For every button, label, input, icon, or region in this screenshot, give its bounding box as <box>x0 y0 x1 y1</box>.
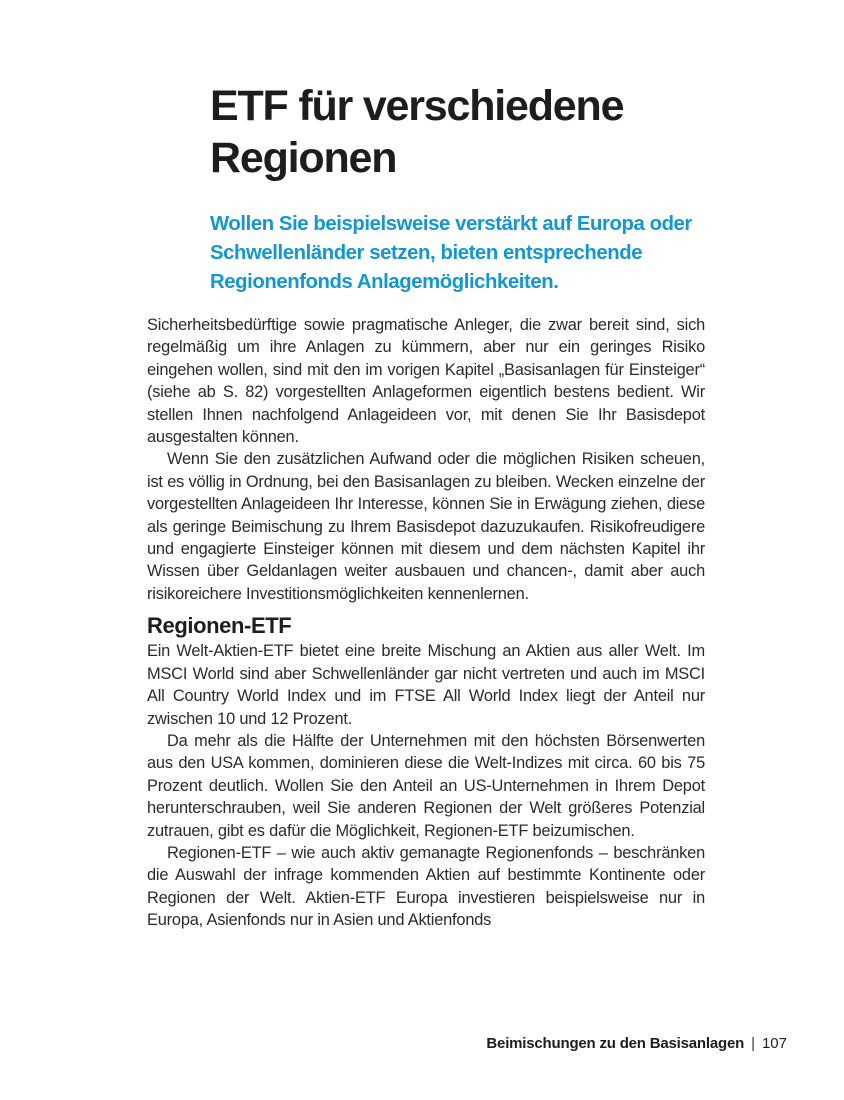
chapter-content <box>147 0 705 932</box>
page-number: 107 <box>761 1035 787 1052</box>
section-paragraph-1: Ein Welt-Aktien-ETF bietet eine breite Mischung an Aktien aus aller Welt. Im MSCI World sind aber Schwellenländer gar nicht vertreten und auch im MSCI All Country World Index und im FTSE All World Index liegt der Anteil nur zwischen 10 und 12 Prozent. <box>147 642 705 728</box>
chapter-standfirst: Wollen Sie beispielsweise verstärkt auf Europa oder Schwellenländer setzen, bieten entsprechende Regionenfonds Anlagemöglichkeiten. <box>210 213 692 293</box>
section-paragraph-3: Regionen-ETF – wie auch aktiv gemanagte Regionenfonds – beschränken die Auswahl der infrage kommenden Aktien auf bestimmte Kontinente oder Regionen der Welt. Aktien-ETF Europa investieren beispielsweise nur in Europa, Asienfonds nur in Asien und Aktienfonds <box>147 843 705 930</box>
body-text <box>147 314 705 932</box>
footer-chapter-label: Beimischungen zu den Basisanlagen <box>486 1035 745 1052</box>
footer-separator: | <box>751 1035 755 1052</box>
intro-paragraph-2: Wenn Sie den zusätzlichen Aufwand oder die möglichen Risiken scheuen, ist es völlig in Ordnung, bei den Basisanlagen zu bleiben. Wecken einzelne der vorgestellten Anlageideen Ihr Interesse, können Sie in Erwägung ziehen, diese als geringe Beimischung zu Ihrem Basisdepot dazuzukaufen. Risikofreudigere und engagierte Einsteiger können mit diesem und dem nächsten Kapitel ihr Wissen über Geldanlagen weiter ausbauen und chancen-, damit aber auch risikoreichere Investitionsmöglichkeiten kennenlernen. <box>147 450 705 603</box>
page-footer <box>486 1035 787 1053</box>
intro-paragraph-1: Sicherheitsbedürftige sowie pragmatische Anleger, die zwar bereit sind, sich regelmäßig um ihre Anlagen zu kümmern, aber nur ein geringes Risiko eingehen wollen, sind mit den im vorigen Kapitel „Basisanlagen für Einsteiger“ (siehe ab S. 82) vorgestellten Anlageformen eigentlich bestens bedient. Wir stellen Ihnen nachfolgend Anlageideen vor, mit denen Sie Ihr Basisdepot ausgestalten können. <box>147 316 705 447</box>
section-heading: Regionen-ETF <box>147 613 292 639</box>
chapter-title: ETF für verschiedene Regionen <box>210 82 624 182</box>
section-paragraph-2: Da mehr als die Hälfte der Unternehmen mit den höchsten Börsenwerten aus den USA kommen, dominieren diese die Welt-Indizes mit circa. 60 bis 75 Prozent deutlich. Wollen Sie den Anteil an US-Unternehmen in Ihrem Depot herunterschrauben, weil Sie anderen Regionen der Welt größeres Potenzial zutrauen, gibt es dafür die Möglichkeit, Regionen-ETF beizumischen. <box>147 731 705 840</box>
